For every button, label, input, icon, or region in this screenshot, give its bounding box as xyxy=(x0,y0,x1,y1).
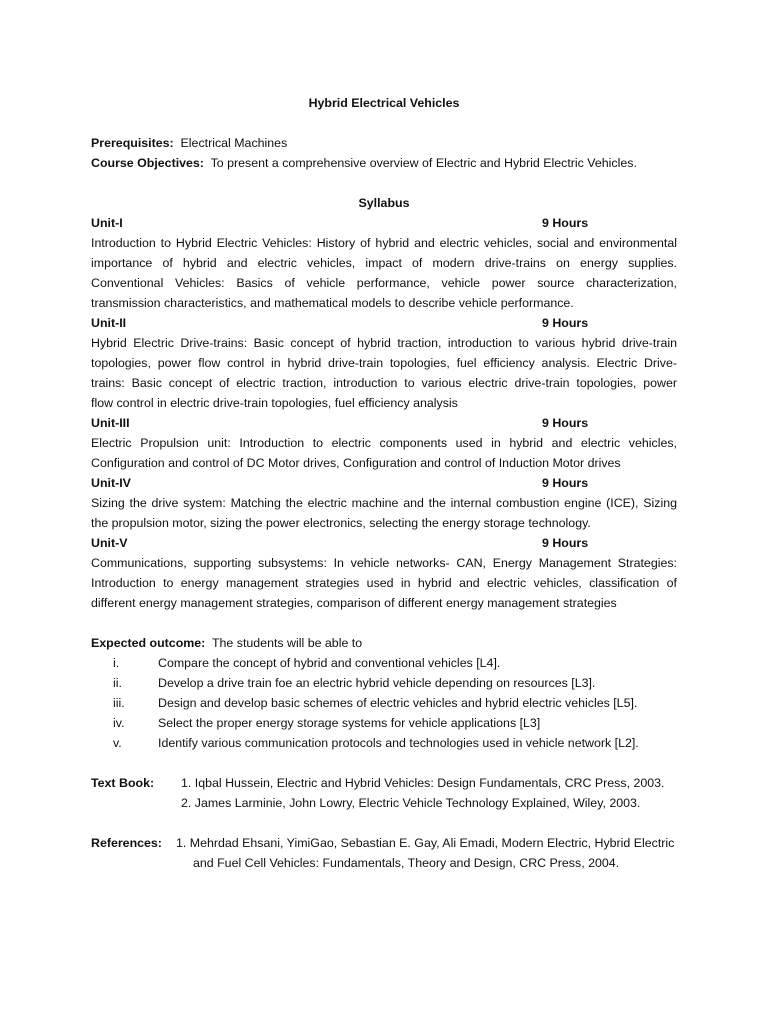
outcome-number: iii. xyxy=(113,696,125,710)
outcome-text: Develop a drive train foe an electric hybrid vehicle depending on resources [L3]. xyxy=(158,676,596,690)
prerequisites-line xyxy=(91,133,287,153)
references-label: References: xyxy=(91,836,162,850)
unit-text-line: Hybrid Electric Drive-trains: Basic concept of hybrid traction, introduction to various hybrid drive-train xyxy=(91,336,677,350)
unit-text-line: Conventional Vehicles: Basics of vehicle performance, vehicle power source characterization, xyxy=(91,276,677,290)
reference-item-continuation: and Fuel Cell Vehicles: Fundamentals, Theory and Design, CRC Press, 2004. xyxy=(193,856,620,870)
expected-outcome-line xyxy=(91,633,362,653)
outcome-text: Design and develop basic schemes of electric vehicles and hybrid electric vehicles [L5]. xyxy=(158,696,638,710)
unit-text-line: Electric Propulsion unit: Introduction to electric components used in hybrid and electric vehicles, xyxy=(91,436,677,450)
outcome-number: ii. xyxy=(113,676,122,690)
unit-text-line: importance of hybrid and electric vehicles, impact of modern drive-trains on energy supplies. xyxy=(91,256,677,270)
unit-label: Unit-III xyxy=(91,416,130,430)
prerequisites-label: Prerequisites: xyxy=(91,136,174,150)
unit-label: Unit-IV xyxy=(91,476,131,490)
document-title: Hybrid Electrical Vehicles xyxy=(308,96,460,110)
unit-text-line: the propulsion motor, sizing the power electronics, selecting the energy storage technology. xyxy=(91,516,591,530)
unit-text-line: Sizing the drive system: Matching the electric machine and the internal combustion engine (ICE), Sizing xyxy=(91,496,677,510)
outcome-number: iv. xyxy=(113,716,125,730)
unit-text-line: Introduction to Hybrid Electric Vehicles: History of hybrid and electric vehicles, social and environmental xyxy=(91,236,677,250)
unit-hours: 9 Hours xyxy=(542,536,589,550)
unit-text-line: flow control in electric drive-train topologies, fuel efficiency analysis xyxy=(91,396,458,410)
text-book-item: 2. James Larminie, John Lowry, Electric Vehicle Technology Explained, Wiley, 2003. xyxy=(181,796,641,810)
unit-label: Unit-V xyxy=(91,536,128,550)
unit-text-line: Communications, supporting subsystems: In vehicle networks- CAN, Energy Management Strategies: xyxy=(91,556,677,570)
unit-label: Unit-I xyxy=(91,216,123,230)
unit-text-line: Configuration and control of DC Motor drives, Configuration and control of Induction Motor drives xyxy=(91,456,621,470)
syllabus-heading: Syllabus xyxy=(358,196,410,210)
unit-text-line: trains: Basic concept of electric traction, introduction to various electric drive-train topologies, power xyxy=(91,376,677,390)
outcome-text: Compare the concept of hybrid and conventional vehicles [L4]. xyxy=(158,656,501,670)
unit-hours: 9 Hours xyxy=(542,416,589,430)
unit-hours: 9 Hours xyxy=(542,476,589,490)
unit-label: Unit-II xyxy=(91,316,127,330)
outcome-text: Identify various communication protocols and technologies used in vehicle network [L2]. xyxy=(158,736,639,750)
course-objectives-value: To present a comprehensive overview of Electric and Hybrid Electric Vehicles. xyxy=(210,156,637,170)
unit-text-line: topologies, power flow control in hybrid drive-train topologies, fuel efficiency analysis. Electric Drive- xyxy=(91,356,677,370)
unit-hours: 9 Hours xyxy=(542,316,589,330)
reference-item: 1. Mehrdad Ehsani, YimiGao, Sebastian E. Gay, Ali Emadi, Modern Electric, Hybrid Electric xyxy=(176,836,675,850)
text-book-label: Text Book: xyxy=(91,776,155,790)
unit-text-line: Introduction to energy management strategies used in hybrid and electric vehicles, classification of xyxy=(91,576,677,590)
course-objectives-line xyxy=(91,153,637,173)
expected-outcome-label: Expected outcome: xyxy=(91,636,206,650)
outcome-number: v. xyxy=(113,736,122,750)
prerequisites-value: Electrical Machines xyxy=(180,136,288,150)
text-book-item: 1. Iqbal Hussein, Electric and Hybrid Vehicles: Design Fundamentals, CRC Press, 2003. xyxy=(181,776,665,790)
unit-text-line: different energy management strategies, comparison of different energy management strategies xyxy=(91,596,617,610)
unit-hours: 9 Hours xyxy=(542,216,589,230)
expected-outcome-intro: The students will be able to xyxy=(211,636,363,650)
unit-text-line: transmission characteristics, and mathematical models to describe vehicle performance. xyxy=(91,296,574,310)
course-objectives-label: Course Objectives: xyxy=(91,156,204,170)
outcome-number: i. xyxy=(113,656,120,670)
outcome-text: Select the proper energy storage systems for vehicle applications [L3] xyxy=(158,716,541,730)
